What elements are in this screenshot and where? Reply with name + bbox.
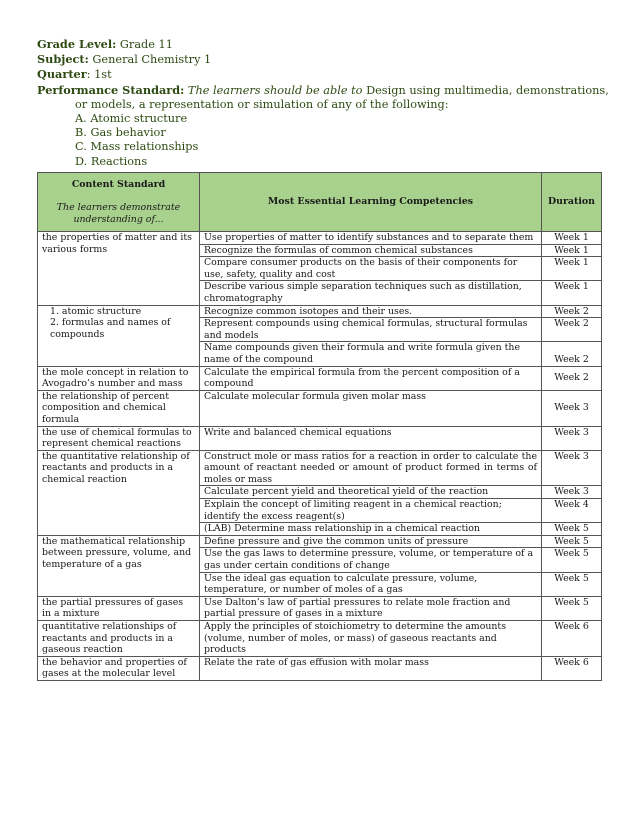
duration-cell: Week 3 xyxy=(542,486,602,499)
content-cell: the behavior and properties of gases at the molecular level xyxy=(38,656,200,680)
competency-cell: Compare consumer products on the basis of their components for use, safety, quality and cost xyxy=(200,257,542,281)
duration-cell: Week 2 xyxy=(542,342,602,366)
competency-cell: (LAB) Determine mass relationship in a chemical reaction xyxy=(200,523,542,536)
duration-cell: Week 5 xyxy=(542,572,602,596)
grade-level-line: Grade Level: Grade 11 xyxy=(37,37,173,51)
content-cell: quantitative relationships of reactants and products in a gaseous reaction xyxy=(38,621,200,657)
table-row xyxy=(38,596,602,620)
duration-cell: Week 1 xyxy=(542,232,602,245)
competency-cell: Represent compounds using chemical formulas, structural formulas and models xyxy=(200,318,542,342)
competency-cell: Relate the rate of gas effusion with molar mass xyxy=(200,656,542,680)
table-row xyxy=(38,621,602,657)
competency-cell: Describe various simple separation techniques such as distillation, chromatography xyxy=(200,281,542,305)
competency-cell: Construct mole or mass ratios for a reaction in order to calculate the amount of reactant needed or amount of product formed in terms of moles or mass xyxy=(200,450,542,486)
competency-cell: Calculate percent yield and theoretical yield of the reaction xyxy=(200,486,542,499)
duration-cell: Week 2 xyxy=(542,305,602,318)
competency-cell: Define pressure and give the common units of pressure xyxy=(200,535,542,548)
table-row xyxy=(38,366,602,390)
duration-cell: Week 5 xyxy=(542,523,602,536)
option-d: D. Reactions xyxy=(75,154,148,168)
option-c: C. Mass relationships xyxy=(75,140,199,154)
performance-standard-continued: or models, a representation or simulation of any of the following: xyxy=(75,97,449,111)
duration-cell: Week 1 xyxy=(542,257,602,281)
table-row xyxy=(38,535,602,548)
duration-cell: Week 4 xyxy=(542,499,602,523)
duration-cell: Week 5 xyxy=(542,596,602,620)
content-cell: the quantitative relationship of reactants and products in a chemical reaction xyxy=(38,450,200,535)
content-cell: the relationship of percent composition and chemical formula xyxy=(38,390,200,426)
performance-standard-line: Performance Standard: The learners should be able to Design using multimedia, demonstrations, xyxy=(37,82,609,97)
content-standard-header: Content Standard The learners demonstrate understanding of... xyxy=(38,173,200,232)
duration-cell: Week 6 xyxy=(542,621,602,657)
content-cell: the properties of matter and its various forms xyxy=(38,232,200,306)
duration-cell: Week 5 xyxy=(542,535,602,548)
competency-cell: Name compounds given their formula and write formula given the name of the compound xyxy=(200,342,542,366)
content-cell: the partial pressures of gases in a mixture xyxy=(38,596,200,620)
subject-line: Subject: General Chemistry 1 xyxy=(37,52,212,67)
duration-cell: Week 6 xyxy=(542,656,602,680)
table-row xyxy=(38,305,602,318)
table-row xyxy=(38,656,602,680)
competency-cell: Use the gas laws to determine pressure, volume, or temperature of a gas under certain conditions of change xyxy=(200,548,542,572)
content-cell: the use of chemical formulas to represent chemical reactions xyxy=(38,426,200,450)
option-b: B. Gas behavior xyxy=(75,126,166,140)
competencies-header: Most Essential Learning Competencies xyxy=(200,173,542,232)
table-row xyxy=(38,450,602,486)
quarter-line: Quarter: 1st xyxy=(37,67,112,82)
table-row xyxy=(38,390,602,426)
duration-header: Duration xyxy=(542,173,602,232)
content-item-2: 2. formulas and names of compounds xyxy=(50,317,171,340)
duration-cell: Week 3 xyxy=(542,450,602,486)
competency-cell: Use the ideal gas equation to calculate pressure, volume, temperature, or number of moles of a gas xyxy=(200,572,542,596)
content-cell: the mole concept in relation to Avogadro’s number and mass xyxy=(38,366,200,390)
competency-cell: Apply the principles of stoichiometry to determine the amounts (volume, number of moles, or mass) of gaseous reactants and products xyxy=(200,621,542,657)
duration-cell: Week 1 xyxy=(542,281,602,305)
duration-cell: Week 5 xyxy=(542,548,602,572)
content-cell: the mathematical relationship between pressure, volume, and temperature of a gas xyxy=(38,535,200,596)
table-row xyxy=(38,232,602,245)
competency-cell: Use properties of matter to identify substances and to separate them xyxy=(200,232,542,245)
competency-cell: Use Dalton’s law of partial pressures to relate mole fraction and partial pressure of gases in a mixture xyxy=(200,596,542,620)
competency-cell: Recognize common isotopes and their uses. xyxy=(200,305,542,318)
content-item-1: 1. atomic structure xyxy=(50,305,142,317)
duration-cell: Week 3 xyxy=(542,390,602,426)
competencies-table xyxy=(37,172,602,681)
duration-cell: Week 3 xyxy=(542,426,602,450)
content-cell xyxy=(38,305,200,366)
competency-cell: Calculate molecular formula given molar mass xyxy=(200,390,542,426)
competency-cell: Write and balanced chemical equations xyxy=(200,426,542,450)
duration-cell: Week 1 xyxy=(542,244,602,257)
duration-cell: Week 2 xyxy=(542,366,602,390)
duration-cell: Week 2 xyxy=(542,318,602,342)
competency-cell: Calculate the empirical formula from the percent composition of a compound xyxy=(200,366,542,390)
table-row xyxy=(38,426,602,450)
competency-cell: Recognize the formulas of common chemical substances xyxy=(200,244,542,257)
option-a: A. Atomic structure xyxy=(75,112,188,126)
document-header xyxy=(37,37,607,169)
competency-cell: Explain the concept of limiting reagent in a chemical reaction; identify the excess reagent(s) xyxy=(200,499,542,523)
